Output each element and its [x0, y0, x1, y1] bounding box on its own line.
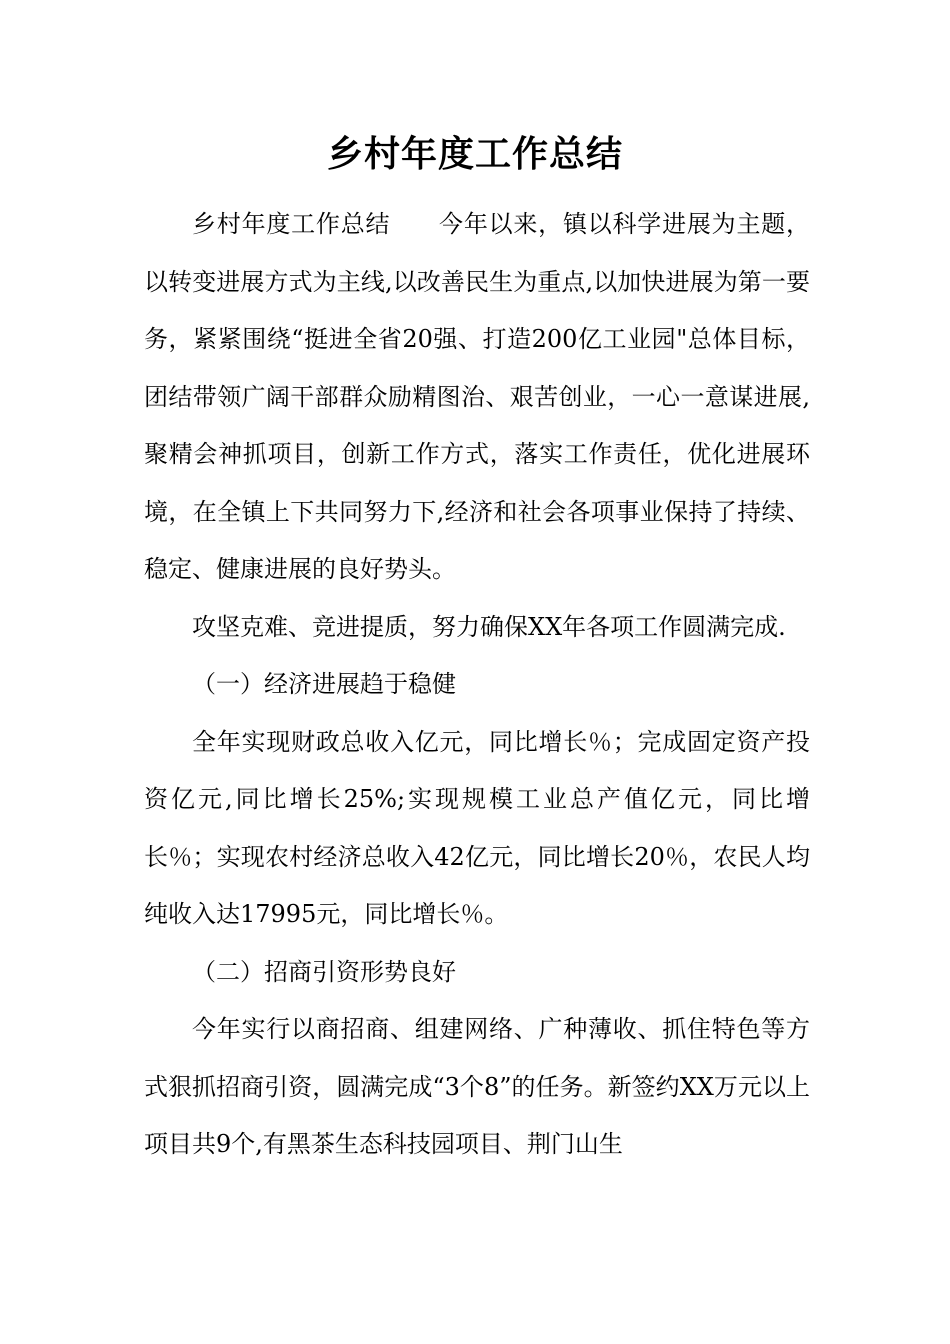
section-heading-economy: （一）经济进展趋于稳健 — [192, 670, 456, 698]
intro-paragraph — [144, 196, 810, 599]
document-title: 乡村年度工作总结 — [326, 133, 623, 175]
document-body — [144, 196, 810, 1174]
section-heading-investment: （二）招商引资形势良好 — [192, 957, 456, 986]
intro-body: 今年以来，镇以科学进展为主题，以转变进展方式为主线,以改善民生为重点,以加快进展为第一要务，紧紧围绕“挺进全省20强、打造200亿工业园"总体目标，团结带领广阔干部群众励精图治、艰苦创业，一心一意谋进展,聚精会神抓项目，创新工作方式，落实工作责任，优化进展环境，在全镇上下共同努力下,经济和社会各项事业保持了持续、稳定、健康进展的良好势头。 — [144, 210, 811, 583]
intro-lead: 乡村年度工作总结 — [192, 210, 391, 238]
paragraph-economy: 全年实现财政总收入亿元，同比增长％；完成固定资产投资亿元,同比增长25%;实现规模工业总产值亿元，同比增长％；实现农村经济总收入42亿元，同比增长20％，农民人均纯收入达17995元，同比增长％。 — [144, 727, 810, 928]
paragraph-goal: 攻坚克难、竞进提质，努力确保XX年各项工作圆满完成. — [192, 612, 786, 641]
paragraph-investment: 今年实行以商招商、组建网络、广种薄收、抓住特色等方式狠抓招商引资，圆满完成“3个8”的任务。新签约XX万元以上项目共9个,有黑茶生态科技园项目、荆门山生 — [144, 1015, 810, 1158]
